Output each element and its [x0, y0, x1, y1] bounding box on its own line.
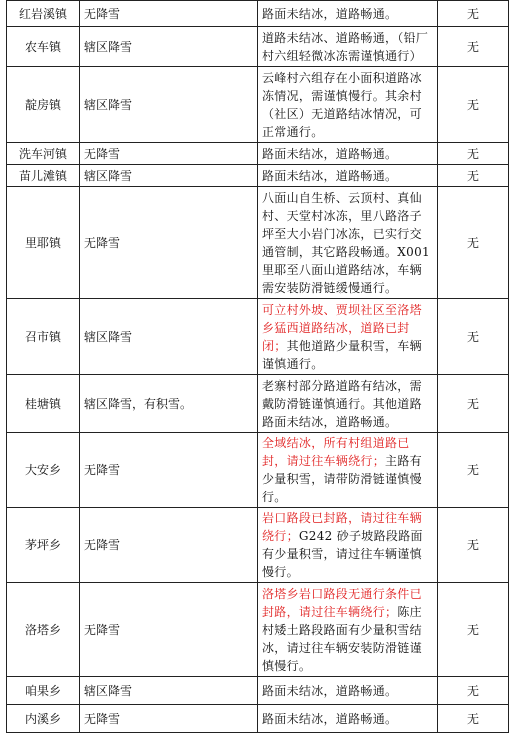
snowfall-cell: 辖区降雪 — [80, 67, 258, 143]
road-status-text: 路面未结冰，道路畅通。 — [262, 683, 398, 698]
town-cell: 里耶镇 — [7, 187, 80, 299]
road-condition-cell — [258, 187, 438, 299]
table-row — [7, 375, 509, 433]
other-cell: 无 — [438, 143, 509, 165]
road-condition-cell — [258, 375, 438, 433]
other-cell: 无 — [438, 583, 509, 677]
road-condition-table — [6, 0, 509, 733]
table-row — [7, 187, 509, 299]
snowfall-cell: 辖区降雪 — [80, 299, 258, 375]
town-cell: 靛房镇 — [7, 67, 80, 143]
road-condition-cell — [258, 299, 438, 375]
table-row — [7, 165, 509, 187]
road-closure-text: 全域结冰，所有村组道路已封，请过往车辆绕行； — [262, 436, 410, 468]
table-row — [7, 433, 509, 508]
other-cell: 无 — [438, 165, 509, 187]
road-status-text: 八面山自生桥、云顶村、真仙村、天堂村冰冻，里八路洛子坪至大小岩门冰冻，已实行交通管制，其它路段畅通。X001 里耶至八面山道路结冰，车辆需安装防滑链缓慢通行。 — [262, 190, 430, 295]
snowfall-cell: 无降雪 — [80, 508, 258, 583]
table-row — [7, 705, 509, 733]
snowfall-cell: 无降雪 — [80, 433, 258, 508]
town-cell: 桂塘镇 — [7, 375, 80, 433]
snowfall-cell: 无降雪 — [80, 583, 258, 677]
road-status-text: 路面未结冰，道路畅通。 — [262, 711, 398, 726]
snowfall-cell: 辖区降雪 — [80, 165, 258, 187]
other-cell: 无 — [438, 187, 509, 299]
road-condition-cell — [258, 67, 438, 143]
table-row — [7, 583, 509, 677]
table-row — [7, 508, 509, 583]
road-condition-cell — [258, 143, 438, 165]
road-condition-cell — [258, 433, 438, 508]
town-cell: 农车镇 — [7, 27, 80, 67]
road-closure-text: 岩口路段已封路，请过往车辆绕行； — [262, 511, 422, 543]
road-status-text: 云峰村六组存在小面积道路冰冻情况，需谨慎慢行。其余村（社区）无道路结冰情况，可正常通行。 — [262, 70, 422, 139]
other-cell: 无 — [438, 67, 509, 143]
town-cell: 洗车河镇 — [7, 143, 80, 165]
road-status-text: 道路未结冰、道路畅通，（铅厂村六组轻微冰冻需谨慎通行） — [262, 30, 429, 63]
document-page — [6, 0, 508, 733]
road-status-text: 路面未结冰，道路畅通。 — [262, 146, 398, 161]
town-cell: 大安乡 — [7, 433, 80, 508]
town-cell: 茅坪乡 — [7, 508, 80, 583]
road-condition-cell — [258, 583, 438, 677]
road-condition-cell — [258, 27, 438, 67]
road-closure-text: 可立村外坡、贾坝社区至洛塔乡猛西道路结冰，道路已封闭； — [262, 302, 422, 353]
road-status-text: 老寨村部分路道路有结冰，需戴防滑链谨慎通行。其他道路路面未结冰，道路畅通。 — [262, 378, 422, 429]
road-status-text: 路面未结冰，道路畅通。 — [262, 6, 398, 21]
other-cell: 无 — [438, 508, 509, 583]
road-status-text: 其他道路少量积雪，车辆谨慎通行。 — [262, 338, 422, 371]
road-condition-cell — [258, 1, 438, 27]
snowfall-cell: 辖区降雪，有积雪。 — [80, 375, 258, 433]
other-cell: 无 — [438, 433, 509, 508]
town-cell: 苗儿滩镇 — [7, 165, 80, 187]
town-cell: 红岩溪镇 — [7, 1, 80, 27]
snowfall-cell: 辖区降雪 — [80, 677, 258, 705]
road-condition-cell — [258, 677, 438, 705]
road-status-text: G242 砂子坡路段路面有少量积雪，请过往车辆谨慎慢行。 — [262, 529, 423, 579]
other-cell: 无 — [438, 1, 509, 27]
town-cell: 咱果乡 — [7, 677, 80, 705]
table-row — [7, 27, 509, 67]
road-status-text: 路面未结冰，道路畅通。 — [262, 168, 398, 183]
other-cell: 无 — [438, 375, 509, 433]
town-cell: 召市镇 — [7, 299, 80, 375]
road-condition-cell — [258, 165, 438, 187]
road-condition-cell — [258, 705, 438, 733]
other-cell: 无 — [438, 705, 509, 733]
road-status-text: 主路有少量积雪，请带防滑链谨慎慢行。 — [262, 454, 422, 504]
other-cell: 无 — [438, 27, 509, 67]
snowfall-cell: 无降雪 — [80, 143, 258, 165]
snowfall-cell: 无降雪 — [80, 1, 258, 27]
table-row — [7, 299, 509, 375]
other-cell: 无 — [438, 677, 509, 705]
road-status-text: 陈庄村矮土路段路面有少量积雪结冰，请过往车辆安装防滑链谨慎慢行。 — [262, 604, 422, 673]
town-cell: 内溪乡 — [7, 705, 80, 733]
snowfall-cell: 辖区降雪 — [80, 27, 258, 67]
table-row — [7, 1, 509, 27]
snowfall-cell: 无降雪 — [80, 187, 258, 299]
table-row — [7, 67, 509, 143]
other-cell: 无 — [438, 299, 509, 375]
road-condition-cell — [258, 508, 438, 583]
town-cell: 洛塔乡 — [7, 583, 80, 677]
snowfall-cell: 无降雪 — [80, 705, 258, 733]
table-row — [7, 677, 509, 705]
road-closure-text: 洛塔乡岩口路段无通行条件已封路，请过往车辆绕行； — [262, 586, 422, 619]
table-row — [7, 143, 509, 165]
